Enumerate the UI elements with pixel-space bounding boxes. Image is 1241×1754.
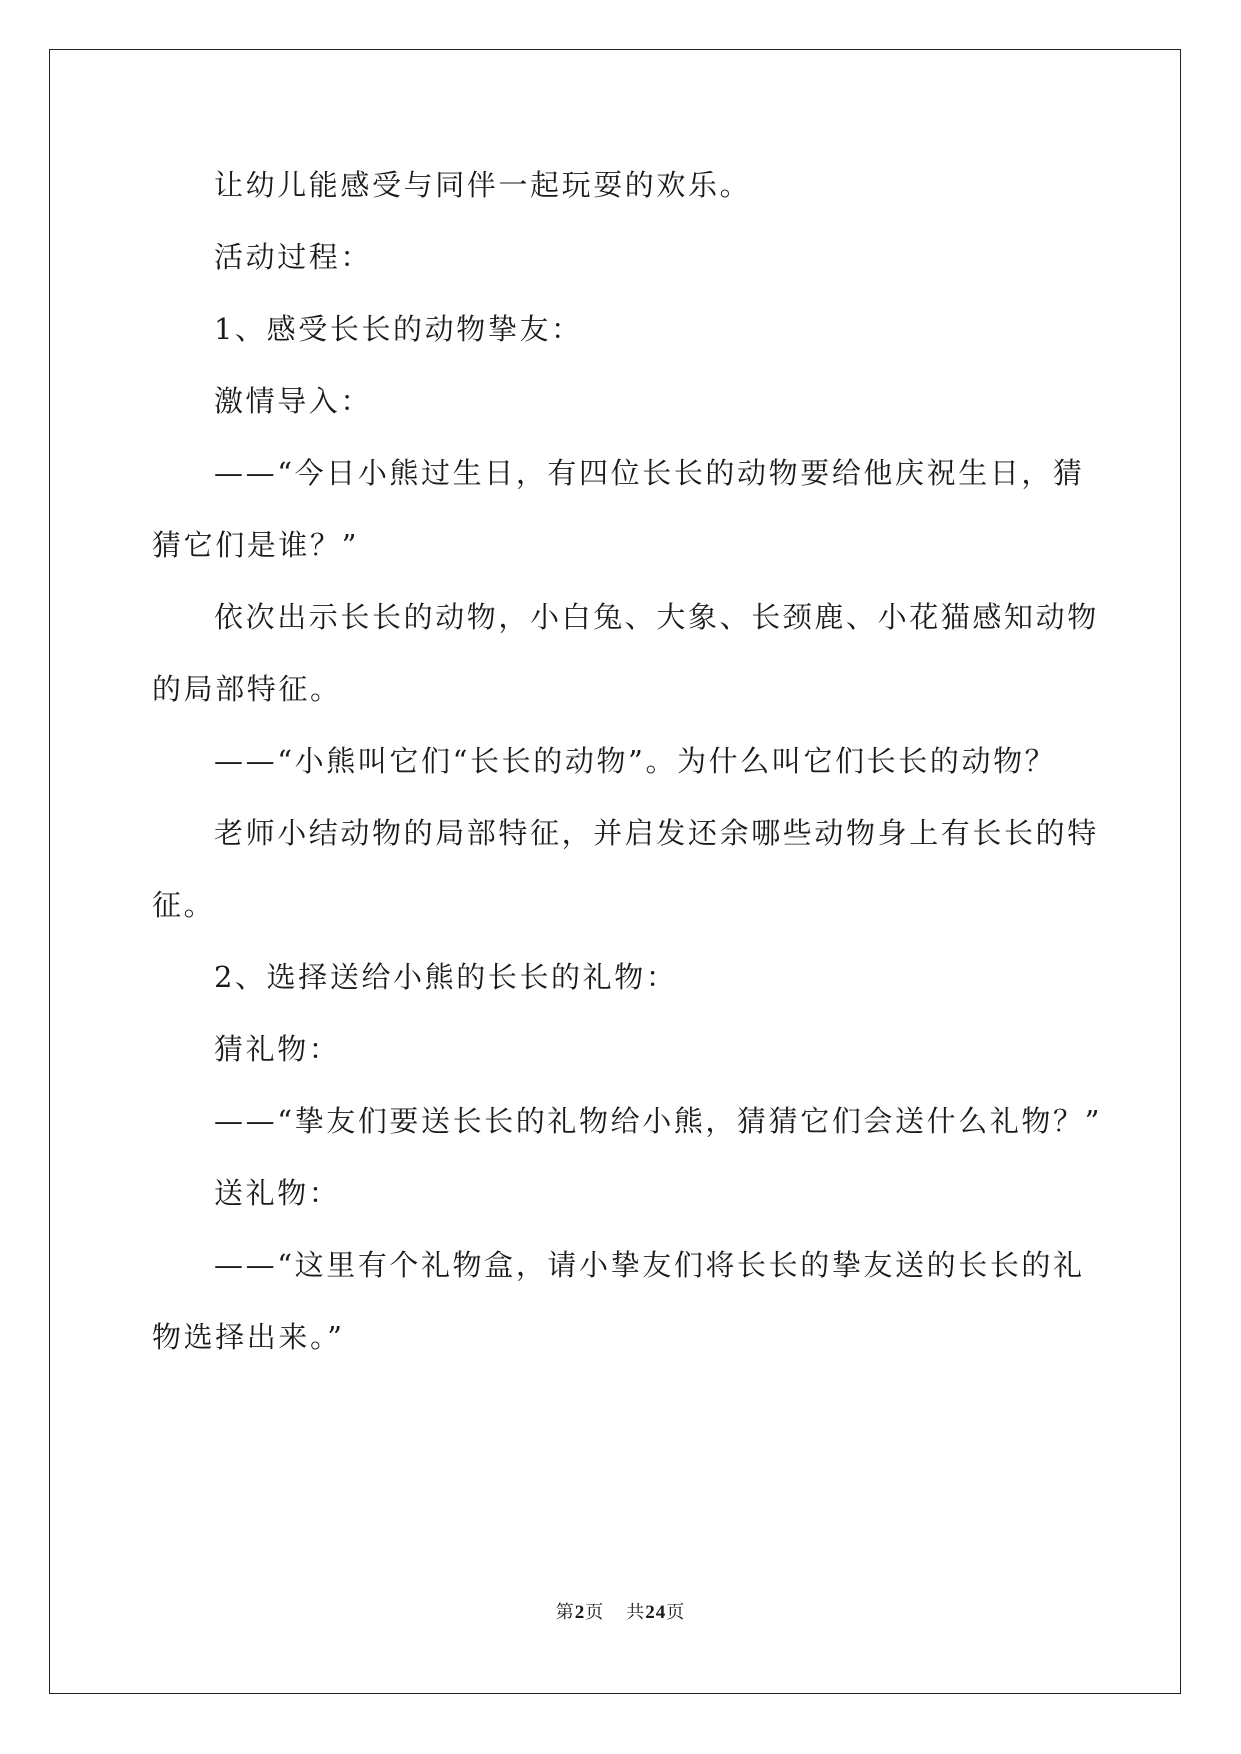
total-pages: 24	[645, 1602, 667, 1623]
text-line: 猜礼物：	[214, 1032, 341, 1066]
text-line: 猜它们是谁？”	[152, 528, 360, 562]
paragraph	[152, 233, 1092, 281]
text-line: 的局部特征。	[152, 672, 342, 706]
paragraph	[152, 1097, 1103, 1145]
paragraph	[152, 593, 1099, 713]
paragraph	[152, 737, 1092, 785]
paragraph	[152, 449, 1092, 569]
paragraph	[152, 161, 1092, 209]
text-line: 送礼物：	[214, 1176, 341, 1210]
page-prefix: 第	[555, 1602, 575, 1623]
text-line: 老师小结动物的局部特征，并启发还余哪些动物身上有长长的特	[214, 816, 1099, 850]
text-line: ——“挚友们要送长长的礼物给小熊，猜猜它们会送什么礼物？”	[214, 1104, 1103, 1138]
text-line: 2、选择送给小熊的长长的礼物：	[214, 960, 678, 994]
text-line: 激情导入：	[214, 384, 373, 418]
text-line: ——“小熊叫它们“长长的动物”。为什么叫它们长长的动物？	[214, 744, 1057, 778]
text-line: 让幼儿能感受与同伴一起玩耍的欢乐。	[214, 168, 752, 202]
text-line: 物选择出来。”	[152, 1320, 345, 1354]
paragraph	[152, 305, 1092, 353]
text-line: 依次出示长长的动物，小白兔、大象、长颈鹿、小花猫感知动物	[214, 600, 1099, 634]
paragraph	[152, 953, 1092, 1001]
paragraph	[152, 809, 1099, 929]
text-line: ——“这里有个礼物盒，请小挚友们将长长的挚友送的长长的礼	[214, 1248, 1085, 1282]
page-footer	[0, 1598, 1241, 1624]
page-suffix: 页	[585, 1602, 605, 1623]
paragraph	[152, 1169, 1092, 1217]
text-line: 1、感受长长的动物挚友：	[214, 312, 583, 346]
text-line: ——“今日小熊过生日，有四位长长的动物要给他庆祝生日，猜	[214, 456, 1085, 490]
total-prefix: 共	[626, 1602, 646, 1623]
total-suffix: 页	[666, 1602, 686, 1623]
document-body	[152, 161, 1103, 1385]
text-line: 征。	[152, 888, 216, 922]
paragraph	[152, 377, 1092, 425]
text-line: 活动过程：	[214, 240, 373, 274]
paragraph	[152, 1241, 1092, 1361]
page-number: 2	[574, 1602, 586, 1623]
paragraph	[152, 1025, 1092, 1073]
